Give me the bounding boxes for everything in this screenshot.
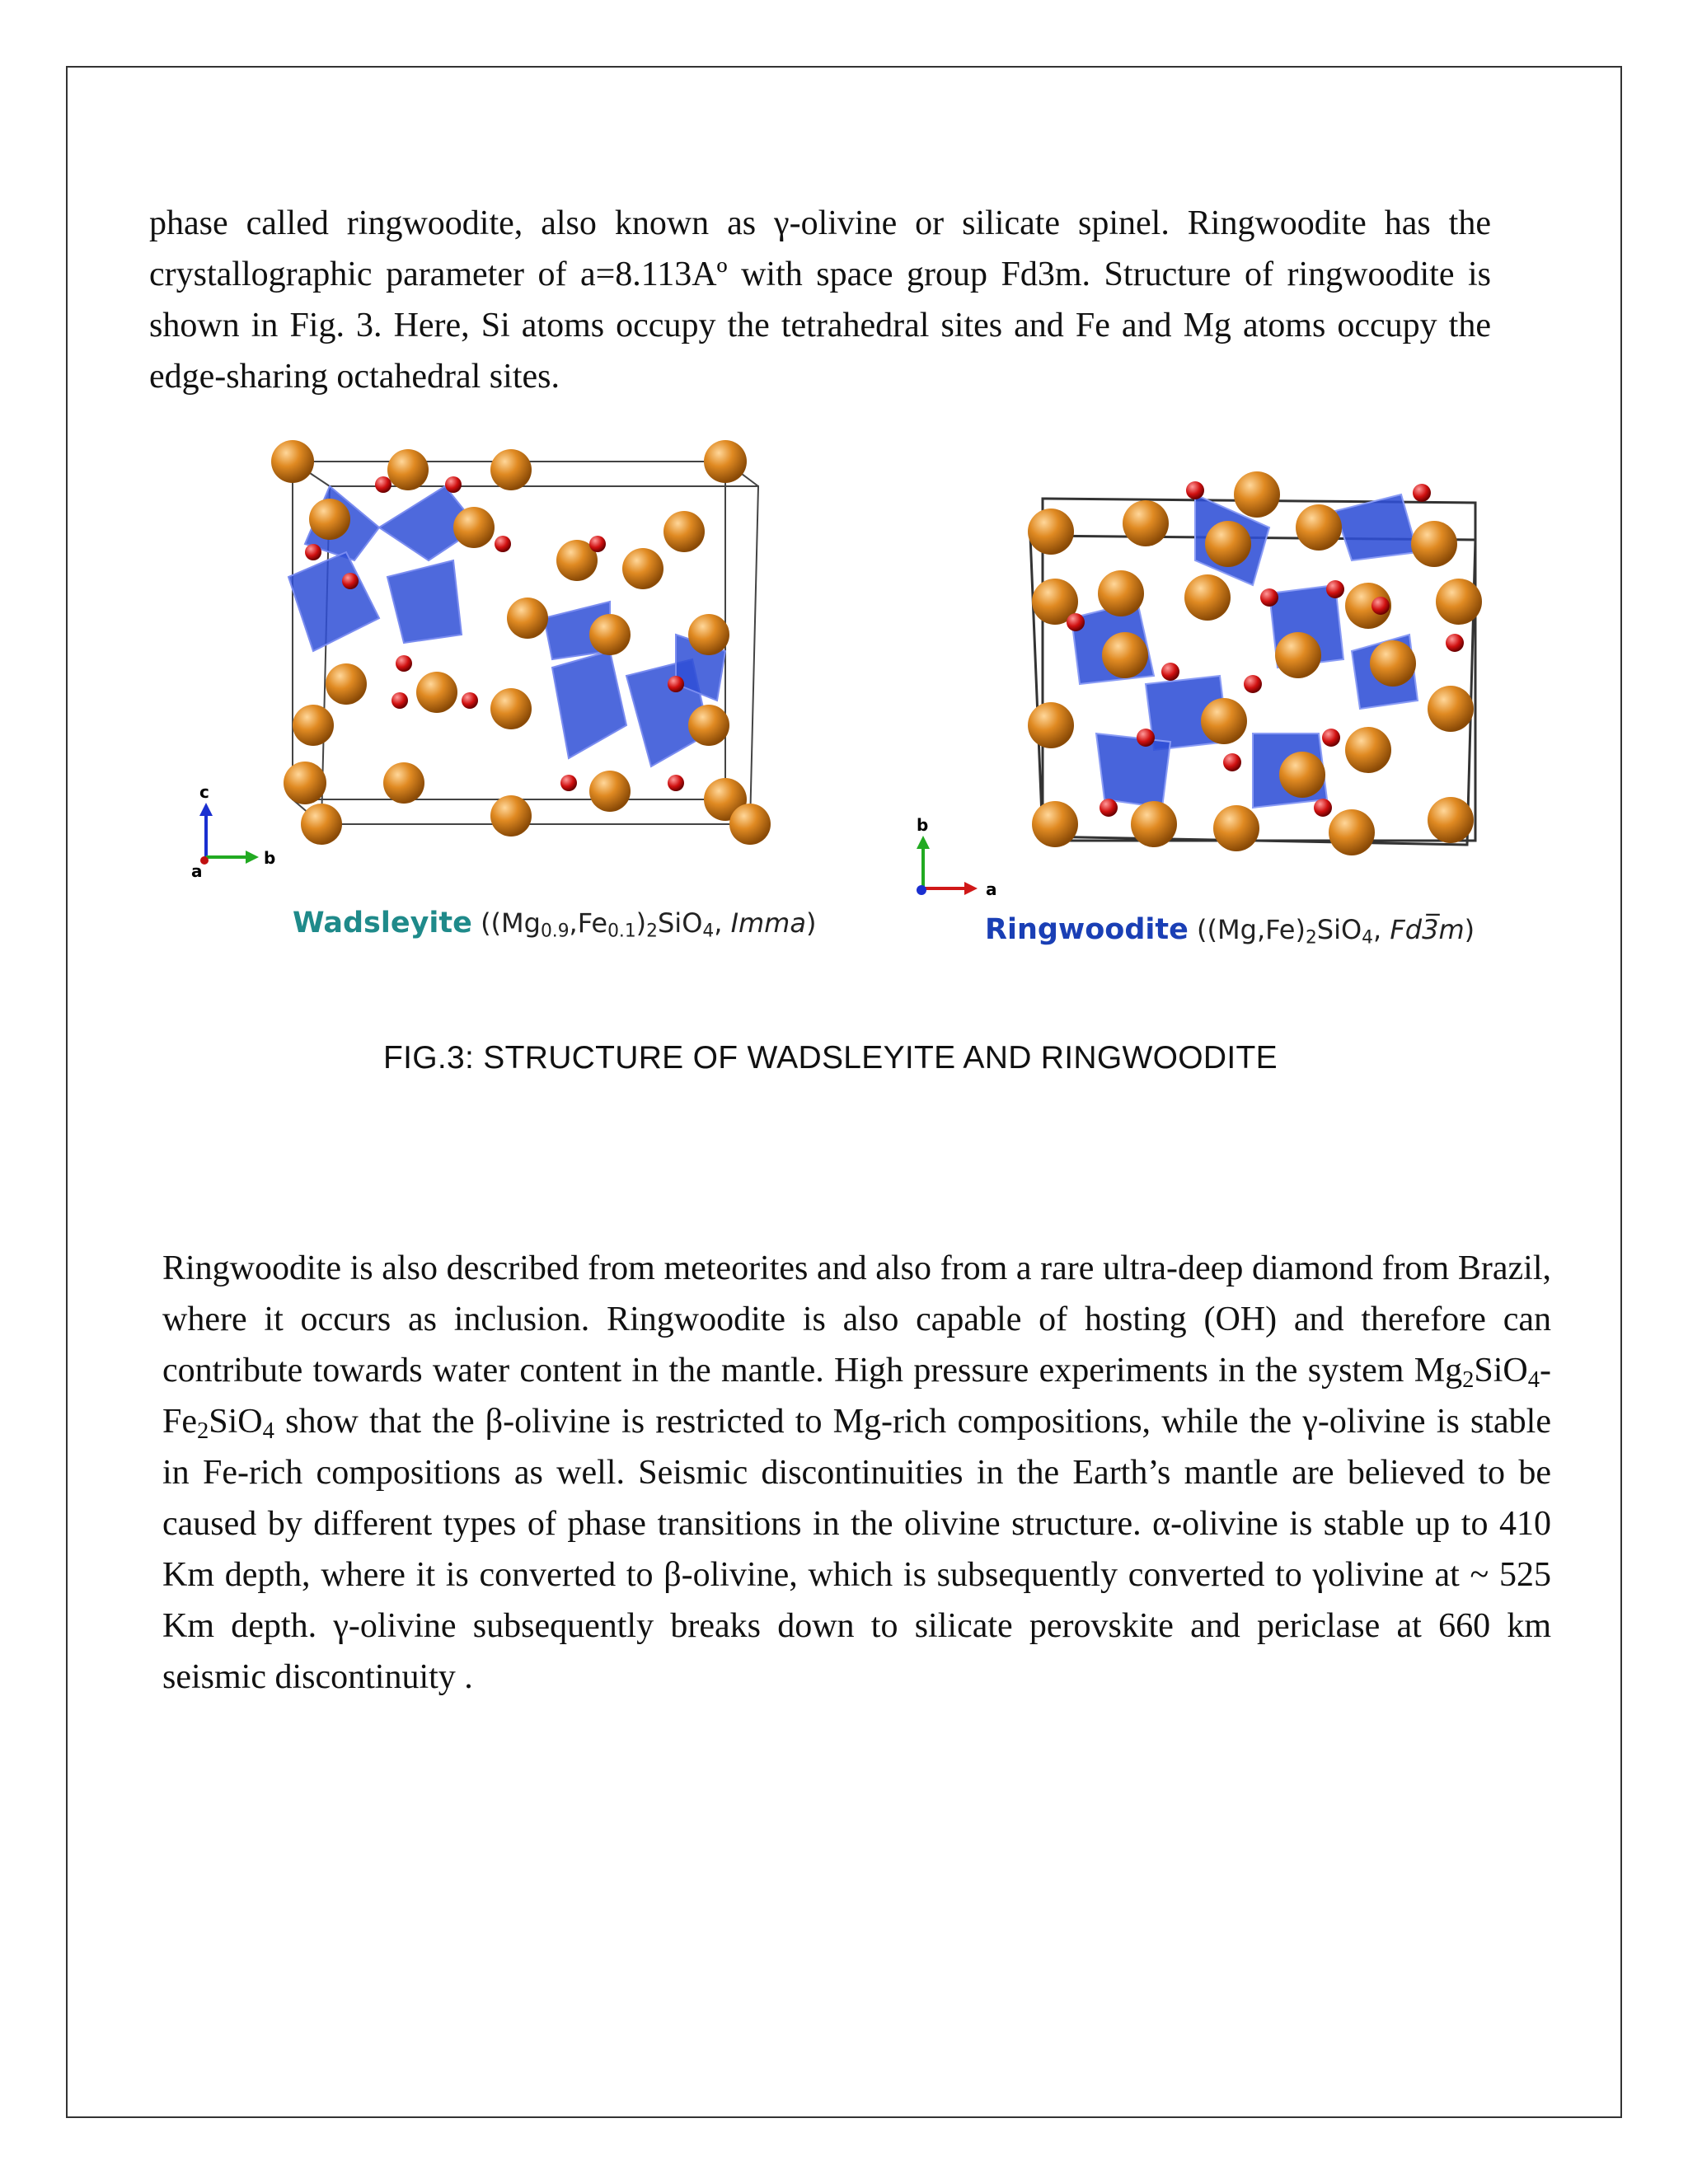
ringwoodite-structure-image: [907, 462, 1566, 898]
paragraph-2: Ringwoodite is also described from meteorites and also from a rare ultra-deep diamond from Brazil, where it occurs as inclusion. Ringwoodite is also capable of hosting (OH) and therefore can contribute towards water content in the mantle. High pressure experiments in the system $Mg_2SiO_4-Fe_2SiO_4$ show that the β-olivine is restricted to Mg-rich compositions, while the γ-olivine is stable in Fe-rich compositions as well. Seismic discontinuities in the Earth’s mantle are believed to be caused by different types of phase transitions in the olivine structure. α-olivine is stable up to 410 Km depth, where it is converted to β-olivine, which is subsequently converted to γolivine at ~ 525 Km depth. γ-olivine subsequently breaks down to silicate perovskite and periclase at 660 km seismic discontinuity .: [162, 1249, 1551, 1696]
ringwoodite-label: Ringwoodite ($(Mg,Fe)_2SiO_4$, Fd3̅m): [985, 913, 1475, 949]
wadsleyite-structure-image: [181, 437, 832, 898]
figure-caption: FIG.3: STRUCTURE OF WADSLEYITE AND RINGWOODITE: [383, 1040, 1278, 1076]
axis-triad: [917, 815, 997, 898]
ringwoodite-name: Ringwoodite: [985, 913, 1189, 946]
paragraph-1: phase called ringwoodite, also known as γ-olivine or silicate spinel. Ringwoodite has the crystallographic parameter of a=8.113Aº with space group Fd3m. Structure of ringwoodite is shown in Fig. 3. Here, Si atoms occupy the tetrahedral sites and Fe and Mg atoms occupy the edge-sharing octahedral sites.: [149, 204, 1491, 396]
wadsleyite-space-group: Imma: [730, 907, 806, 939]
axis-label-a: a: [986, 879, 997, 898]
axis-triad: [191, 782, 275, 881]
axis-label-a: a: [191, 861, 203, 881]
ringwoodite-space-group: Fd3̅m: [1390, 914, 1465, 945]
wadsleyite-label: Wadsleyite ($(Mg_{0.9},Fe_{0.1})_2SiO_4$, Imma): [293, 907, 817, 942]
wadsleyite-structure-figure: [181, 437, 832, 964]
axis-label-b: b: [264, 848, 276, 868]
axis-label-b: b: [917, 815, 929, 835]
ringwoodite-structure-figure: [907, 462, 1566, 964]
wadsleyite-name: Wadsleyite: [293, 907, 472, 940]
axis-label-c: c: [199, 782, 209, 802]
